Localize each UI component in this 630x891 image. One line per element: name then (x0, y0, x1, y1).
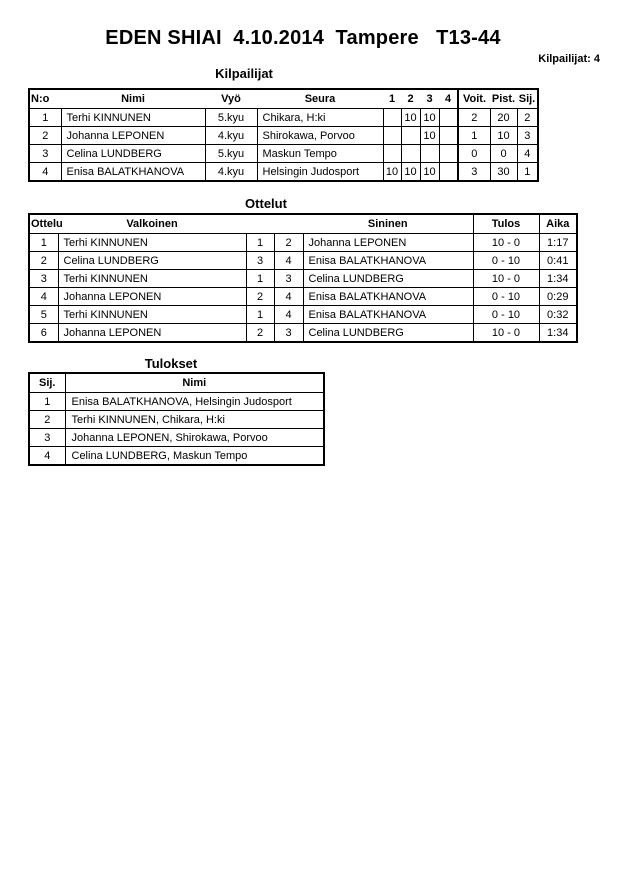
col-header-2: 2 (401, 89, 420, 109)
table-cell: Enisa BALATKHANOVA (303, 306, 473, 324)
table-cell: 10 - 0 (473, 324, 539, 343)
table-cell: 0 - 10 (473, 252, 539, 270)
table-row (29, 411, 324, 429)
table-cell: 20 (490, 109, 517, 127)
table-cell: 30 (490, 163, 517, 182)
col-header-no: N:o (29, 89, 61, 109)
table-row (29, 163, 538, 182)
col-header-vyo: Vyö (205, 89, 257, 109)
table-cell: 10 (401, 163, 420, 182)
table-cell: 4 (274, 252, 303, 270)
table-cell: Johanna LEPONEN (58, 324, 246, 343)
table-cell: 0:32 (539, 306, 577, 324)
table-cell: 3 (274, 270, 303, 288)
table-cell: 5.kyu (205, 109, 257, 127)
table-cell: 0 - 10 (473, 288, 539, 306)
table-cell: 2 (29, 252, 58, 270)
table-cell: 0 (490, 145, 517, 163)
table-row (29, 234, 577, 252)
table-cell: 0:29 (539, 288, 577, 306)
section-heading-ottelut: Ottelut (245, 196, 287, 211)
col-header-valkoinen: Valkoinen (58, 214, 246, 234)
col-header-voit: Voit. (458, 89, 490, 109)
table-cell: Helsingin Judosport (257, 163, 383, 182)
table-cell: 2 (517, 109, 538, 127)
table-cell: 1 (246, 234, 274, 252)
table-cell: 2 (246, 324, 274, 343)
header-spacer (274, 214, 303, 234)
table-row (29, 324, 577, 343)
col-header-1: 1 (383, 89, 401, 109)
table-cell: 10 (383, 163, 401, 182)
table-cell: Enisa BALATKHANOVA (303, 288, 473, 306)
table-row (29, 447, 324, 466)
table-cell: 10 (420, 163, 439, 182)
table-cell: 2 (458, 109, 490, 127)
table-cell: Terhi KINNUNEN (58, 234, 246, 252)
table-cell: 10 - 0 (473, 270, 539, 288)
table-cell (383, 127, 401, 145)
table-cell (401, 145, 420, 163)
ottelut-table-body (29, 234, 577, 343)
table-cell: 1 (517, 163, 538, 182)
col-header-4: 4 (439, 89, 458, 109)
table-cell: Celina LUNDBERG (303, 270, 473, 288)
page-title: EDEN SHIAI 4.10.2014 Tampere T13-44 (105, 27, 501, 49)
ottelut-header-row (29, 214, 577, 234)
section-heading-tulokset: Tulokset (144, 356, 198, 371)
col-header-aika: Aika (539, 214, 577, 234)
table-cell: 1:17 (539, 234, 577, 252)
table-cell: Terhi KINNUNEN, Chikara, H:ki (65, 411, 324, 429)
competitors-count: Kilpailijat: 4 (538, 53, 600, 65)
table-cell: Terhi KINNUNEN (61, 109, 205, 127)
table-cell: 4 (517, 145, 538, 163)
table-cell: 2 (274, 234, 303, 252)
table-cell: 4 (29, 288, 58, 306)
table-cell: Shirokawa, Porvoo (257, 127, 383, 145)
col-header-sij: Sij. (29, 373, 65, 393)
ottelut-table (28, 213, 578, 343)
kilpailijat-table (28, 88, 539, 182)
table-cell (439, 163, 458, 182)
table-cell (401, 127, 420, 145)
table-cell: 10 (490, 127, 517, 145)
table-cell: 1 (458, 127, 490, 145)
table-row (29, 429, 324, 447)
table-cell: 1:34 (539, 270, 577, 288)
table-cell: Enisa BALATKHANOVA (303, 252, 473, 270)
table-cell: 10 (420, 127, 439, 145)
table-cell: Johanna LEPONEN, Shirokawa, Porvoo (65, 429, 324, 447)
table-row (29, 109, 538, 127)
table-cell: 4 (274, 288, 303, 306)
table-cell: 2 (29, 411, 65, 429)
table-cell: Celina LUNDBERG, Maskun Tempo (65, 447, 324, 466)
table-cell: 10 (401, 109, 420, 127)
table-cell: 1 (29, 393, 65, 411)
table-cell: Celina LUNDBERG (303, 324, 473, 343)
table-cell: Celina LUNDBERG (58, 252, 246, 270)
table-row (29, 306, 577, 324)
table-row (29, 127, 538, 145)
table-cell: Johanna LEPONEN (61, 127, 205, 145)
table-cell: 0 (458, 145, 490, 163)
table-cell: Enisa BALATKHANOVA, Helsingin Judosport (65, 393, 324, 411)
table-cell: 4 (29, 163, 61, 182)
table-cell: Chikara, H:ki (257, 109, 383, 127)
table-cell (439, 145, 458, 163)
table-cell: 4.kyu (205, 163, 257, 182)
table-cell: 3 (517, 127, 538, 145)
table-cell: 10 - 0 (473, 234, 539, 252)
kilpailijat-header-row (29, 89, 538, 109)
col-header-sij: Sij. (517, 89, 538, 109)
table-cell: 3 (458, 163, 490, 182)
table-cell: 1 (246, 306, 274, 324)
col-header-pist: Pist. (490, 89, 517, 109)
table-cell (439, 127, 458, 145)
tulokset-table-body (29, 393, 324, 466)
table-cell: 4.kyu (205, 127, 257, 145)
table-cell: 3 (29, 145, 61, 163)
table-cell: 1 (29, 234, 58, 252)
table-cell (439, 109, 458, 127)
col-header-sininen: Sininen (303, 214, 473, 234)
table-cell: 3 (29, 270, 58, 288)
tulokset-table (28, 372, 325, 466)
table-cell: 0 - 10 (473, 306, 539, 324)
table-cell: 1 (246, 270, 274, 288)
table-row (29, 252, 577, 270)
table-cell: 2 (29, 127, 61, 145)
col-header-seura: Seura (257, 89, 383, 109)
table-cell: 2 (246, 288, 274, 306)
tulokset-header-row (29, 373, 324, 393)
table-cell: Johanna LEPONEN (58, 288, 246, 306)
table-cell: 3 (274, 324, 303, 343)
col-header-tulos: Tulos (473, 214, 539, 234)
table-cell: 5.kyu (205, 145, 257, 163)
table-row (29, 145, 538, 163)
table-cell: Enisa BALATKHANOVA (61, 163, 205, 182)
section-heading-kilpailijat: Kilpailijat (215, 66, 273, 81)
table-cell: 3 (29, 429, 65, 447)
table-cell (383, 145, 401, 163)
table-cell: 4 (29, 447, 65, 466)
table-cell: 6 (29, 324, 58, 343)
col-header-nimi: Nimi (65, 373, 324, 393)
table-cell: 3 (246, 252, 274, 270)
table-cell: 5 (29, 306, 58, 324)
table-cell: Terhi KINNUNEN (58, 270, 246, 288)
col-header-3: 3 (420, 89, 439, 109)
table-row (29, 393, 324, 411)
table-cell: 0:41 (539, 252, 577, 270)
table-cell: Maskun Tempo (257, 145, 383, 163)
table-row (29, 270, 577, 288)
table-cell: 10 (420, 109, 439, 127)
table-cell: 1:34 (539, 324, 577, 343)
col-header-ottelu: Ottelu (29, 214, 58, 234)
table-cell: Terhi KINNUNEN (58, 306, 246, 324)
table-cell: 1 (29, 109, 61, 127)
table-cell (420, 145, 439, 163)
header-spacer (246, 214, 274, 234)
table-cell (383, 109, 401, 127)
table-cell: 4 (274, 306, 303, 324)
table-cell: Celina LUNDBERG (61, 145, 205, 163)
kilpailijat-table-body (29, 109, 538, 182)
table-row (29, 288, 577, 306)
col-header-nimi: Nimi (61, 89, 205, 109)
table-cell: Johanna LEPONEN (303, 234, 473, 252)
